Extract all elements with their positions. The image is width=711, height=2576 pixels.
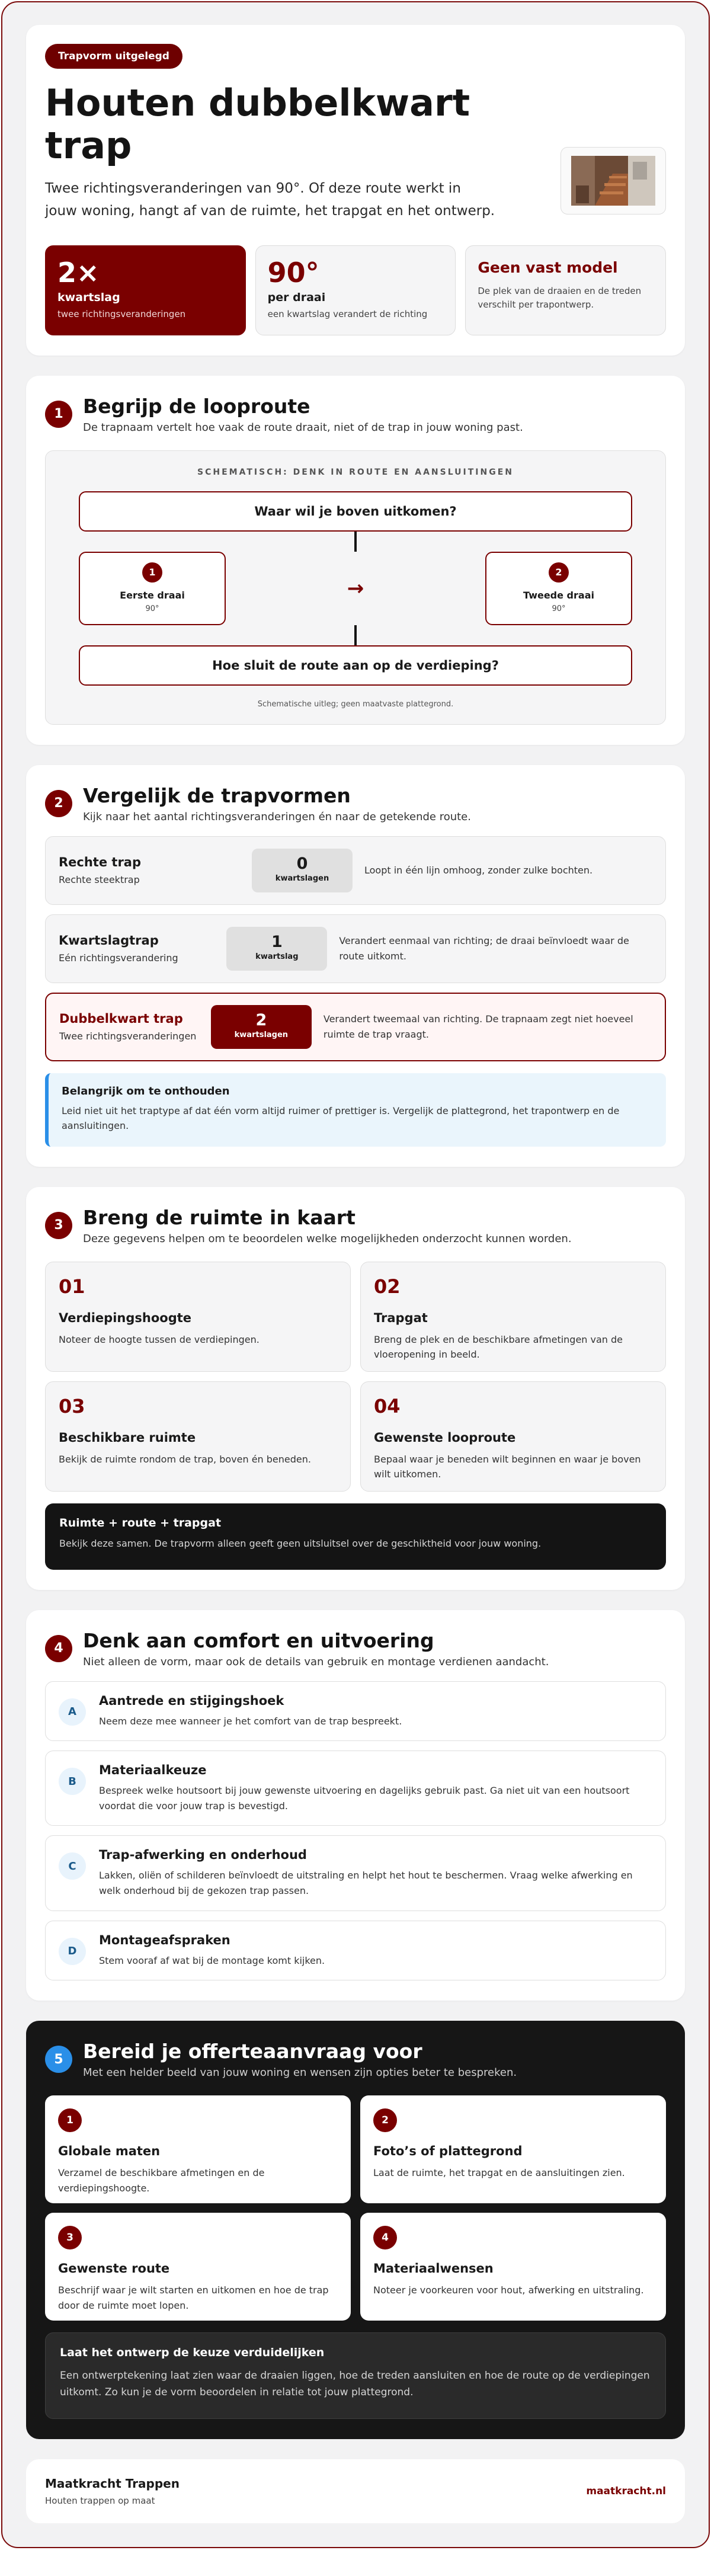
summary-bar xyxy=(45,1503,666,1570)
preparation-card xyxy=(45,2213,351,2321)
checklist-card xyxy=(45,1262,351,1372)
card-text: Verzamel de beschikbare afmetingen en de verdiepingshoogte. xyxy=(58,2167,265,2194)
hero-section xyxy=(26,25,685,356)
list-item xyxy=(45,1751,666,1826)
schematic-footnote: Schematische uitleg; geen maatvaste plattegrond. xyxy=(257,699,454,709)
stat-card-degrees xyxy=(255,245,456,335)
item-text: Lakken, oliën of schilderen beïnvloedt de uitstraling en helpt het hout te beschermen. Vraag welke afwerking en welk onderhoud bij de gekozen trap passen. xyxy=(99,1870,633,1897)
stair-type-description: Loopt in één lijn omhoog, zonder zulke bochten. xyxy=(364,864,593,876)
first-turn-box xyxy=(79,552,226,625)
card-title: Materiaalwensen xyxy=(373,2261,494,2276)
card-text: Breng de plek en de beschikbare afmetingen van de vloeropening in beeld. xyxy=(374,1333,623,1361)
staircase-photo xyxy=(561,147,666,215)
turn-count-badge xyxy=(252,849,353,892)
callout-text: Een ontwerptekening laat zien waar de draaien liggen, hoe de treden aansluiten en hoe de route op de verdiepingen uitkomt. Zo kun je de vorm beoordelen in relatie tot jouw plattegrond. xyxy=(60,2370,650,2399)
item-letter: D xyxy=(59,1938,86,1965)
website-link[interactable]: maatkracht.nl xyxy=(586,2485,666,2498)
step-number: 3 xyxy=(45,1212,72,1239)
stat-caption: De plek van de draaien en de treden verschilt per trapontwerp. xyxy=(478,285,642,310)
card-number: 01 xyxy=(59,1275,85,1298)
section-title: Bereid je offerteaanvraag voor xyxy=(83,2040,422,2063)
card-title: Foto’s of plattegrond xyxy=(373,2144,523,2159)
section-subtitle: Kijk naar het aantal richtingsveranderingen én naar de getekende route. xyxy=(83,810,471,823)
card-text: Noteer je voorkeuren voor hout, afwerking en uitstraling. xyxy=(373,2284,644,2296)
step-number: 1 xyxy=(45,401,72,428)
schematic-middle xyxy=(79,552,632,625)
section-trapvormen xyxy=(26,765,685,1167)
item-title: Materiaalkeuze xyxy=(99,1763,207,1778)
card-title: Beschikbare ruimte xyxy=(59,1430,196,1445)
stat-title: Geen vast model xyxy=(478,258,618,276)
info-callout xyxy=(45,1073,666,1147)
card-number: 03 xyxy=(59,1394,85,1417)
turn-number: 2 xyxy=(549,562,569,583)
section-title: Breng de ruimte in kaart xyxy=(83,1205,356,1229)
card-text: Beschrijf waar je wilt starten en uitkomen en hoe de trap door de ruimte moet lopen. xyxy=(58,2284,329,2311)
stat-card-model xyxy=(465,245,666,335)
stat-caption: een kwartslag verandert de richting xyxy=(267,308,428,319)
card-title: Verdiepingshoogte xyxy=(59,1310,192,1325)
brand-name: Maatkracht Trappen xyxy=(45,2476,180,2491)
item-text: Bespreek welke houtsoort bij jouw gewenste uitvoering en dagelijks gebruik past. Ga niet uit van een houtsoort voordat die voor jouw trap is bevestigd. xyxy=(99,1785,630,1812)
summary-title: Ruimte + route + trapgat xyxy=(59,1516,222,1529)
stair-type-description: Verandert tweemaal van richting. De trapnaam zegt niet hoeveel ruimte de trap vraagt. xyxy=(323,1013,633,1040)
stat-value: 2× xyxy=(57,256,100,289)
step-number: 5 xyxy=(45,2046,72,2073)
page-title: Houten dubbelkwart trap xyxy=(45,81,470,167)
card-number: 04 xyxy=(374,1394,401,1417)
list-item xyxy=(45,1835,666,1911)
callout-text: Leid niet uit het traptype af dat één vorm altijd ruimer of prettiger is. Vergelijk de plattegrond, het trapontwerp en de aansluitingen. xyxy=(62,1105,620,1132)
stair-type-sub: Rechte steektrap xyxy=(59,874,140,886)
step-number: 2 xyxy=(45,790,72,817)
section-offerte xyxy=(26,2021,685,2439)
stair-type-sub: Twee richtingsveranderingen xyxy=(59,1031,197,1042)
turn-count-badge xyxy=(226,927,327,971)
preparation-card xyxy=(360,2213,666,2321)
step-number: 4 xyxy=(45,1635,72,1662)
checklist-card xyxy=(360,1262,666,1372)
schematic-caption: SCHEMATISCH: DENK IN ROUTE EN AANSLUITINGEN xyxy=(197,467,514,477)
stat-caption: twee richtingsveranderingen xyxy=(57,308,186,319)
section-header xyxy=(45,395,666,434)
stair-type-description: Verandert eenmaal van richting; de draai beïnvloedt waar de route uitkomt. xyxy=(339,935,629,962)
checklist-card xyxy=(360,1381,666,1492)
arrow-right-icon: → xyxy=(347,576,364,600)
turn-number: 1 xyxy=(142,562,162,583)
item-letter: A xyxy=(59,1698,86,1726)
stair-type-title: Dubbelkwart trap xyxy=(59,1012,183,1026)
category-pill: Trapvorm uitgelegd xyxy=(45,44,182,69)
card-number: 02 xyxy=(374,1275,401,1298)
turn-title: Tweede draai xyxy=(523,589,594,601)
page-frame xyxy=(1,1,710,2548)
preparation-grid xyxy=(45,2095,666,2321)
item-text: Neem deze mee wanneer je het comfort van de trap bespreekt. xyxy=(99,1715,402,1727)
section-header xyxy=(45,1629,666,1668)
summary-text: Bekijk deze samen. De trapvorm alleen geeft geen uitsluitsel over de geschiktheid voor jouw woning. xyxy=(59,1537,542,1549)
callout-title: Laat het ontwerp de keuze verduidelijken xyxy=(60,2346,325,2360)
callout-title: Belangrijk om te onthouden xyxy=(62,1084,230,1097)
comparison-row xyxy=(45,914,666,983)
second-turn-box xyxy=(485,552,632,625)
turn-degrees: 90° xyxy=(145,604,159,613)
item-letter: B xyxy=(59,1768,86,1795)
section-subtitle: Niet alleen de vorm, maar ook de details van gebruik en montage verdienen aandacht. xyxy=(83,1655,549,1668)
list-item xyxy=(45,1921,666,1981)
turn-unit: kwartslagen xyxy=(275,873,329,883)
site-footer xyxy=(26,2459,685,2523)
section-comfort xyxy=(26,1610,685,2001)
brand-tagline: Houten trappen op maat xyxy=(45,2495,155,2507)
card-title: Gewenste looproute xyxy=(374,1430,516,1445)
section-header xyxy=(45,784,666,823)
section-header xyxy=(45,1206,666,1245)
schematic-top-box: Waar wil je boven uitkomen? xyxy=(79,491,632,532)
card-text: Laat de ruimte, het trapgat en de aansluitingen zien. xyxy=(373,2167,625,2179)
stat-label: kwartslag xyxy=(57,290,120,304)
card-text: Bepaal waar je beneden wilt beginnen en waar je boven wilt uitkomen. xyxy=(374,1453,641,1480)
section-subtitle: Deze gegevens helpen om te beoordelen welke mogelijkheden onderzocht kunnen worden. xyxy=(83,1232,572,1245)
section-title: Vergelijk de trapvormen xyxy=(83,783,351,807)
page-subtitle: Twee richtingsveranderingen van 90°. Of deze route werkt in jouw woning, hangt af van de ruimte, het trapgat en het ontwerp. xyxy=(45,180,495,219)
stat-label: per draai xyxy=(267,290,326,304)
card-text: Noteer de hoogte tussen de verdiepingen. xyxy=(59,1333,260,1345)
stair-type-title: Kwartslagtrap xyxy=(59,933,159,948)
section-title: Begrijp de looproute xyxy=(83,394,310,418)
stats-row xyxy=(45,245,666,335)
connector-line xyxy=(354,625,357,645)
item-text: Stem vooraf af wat bij de montage komt kijken. xyxy=(99,1954,325,1966)
section-looproute xyxy=(26,376,685,745)
checklist-card xyxy=(45,1381,351,1492)
section-subtitle: Met een helder beeld van jouw woning en wensen zijn opties beter te bespreken. xyxy=(83,2066,517,2079)
turn-count: 2 xyxy=(255,1010,267,1029)
item-letter: C xyxy=(59,1852,86,1880)
card-title: Gewenste route xyxy=(58,2261,170,2276)
section-ruimte xyxy=(26,1187,685,1590)
item-title: Montageafspraken xyxy=(99,1932,230,1947)
stat-card-kwartslag xyxy=(45,245,246,335)
comparison-row-highlighted xyxy=(45,993,666,1061)
section-subtitle: De trapnaam vertelt hoe vaak de route draait, niet of de trap in jouw woning past. xyxy=(83,421,523,434)
section-header xyxy=(45,2040,666,2079)
list-item xyxy=(45,1681,666,1742)
preparation-card xyxy=(360,2095,666,2203)
turn-count: 1 xyxy=(271,932,283,951)
card-number: 4 xyxy=(373,2226,397,2249)
checklist-grid xyxy=(45,1262,666,1492)
turn-unit: kwartslag xyxy=(255,952,299,961)
turn-unit: kwartslagen xyxy=(234,1030,289,1039)
turn-count: 0 xyxy=(296,854,308,873)
section-title: Denk aan comfort en uitvoering xyxy=(83,1628,434,1652)
turn-degrees: 90° xyxy=(552,604,566,613)
route-schematic xyxy=(45,450,666,725)
comparison-row xyxy=(45,836,666,905)
item-title: Aantrede en stijgingshoek xyxy=(99,1693,284,1708)
connector-line xyxy=(354,532,357,552)
turn-count-badge xyxy=(211,1005,312,1049)
card-number: 3 xyxy=(58,2226,82,2249)
stair-type-sub: Eén richtingsverandering xyxy=(59,952,178,964)
turn-title: Eerste draai xyxy=(120,589,185,601)
card-title: Trapgat xyxy=(374,1310,428,1325)
stair-type-title: Rechte trap xyxy=(59,855,142,870)
design-callout xyxy=(45,2332,666,2419)
card-text: Bekijk de ruimte rondom de trap, boven én beneden. xyxy=(59,1453,311,1465)
schematic-bottom-box: Hoe sluit de route aan op de verdieping? xyxy=(79,645,632,686)
stat-value: 90° xyxy=(267,256,319,289)
card-number: 2 xyxy=(373,2108,397,2132)
card-number: 1 xyxy=(58,2108,82,2132)
preparation-card xyxy=(45,2095,351,2203)
card-title: Globale maten xyxy=(58,2144,161,2159)
item-title: Trap-afwerking en onderhoud xyxy=(99,1848,307,1863)
